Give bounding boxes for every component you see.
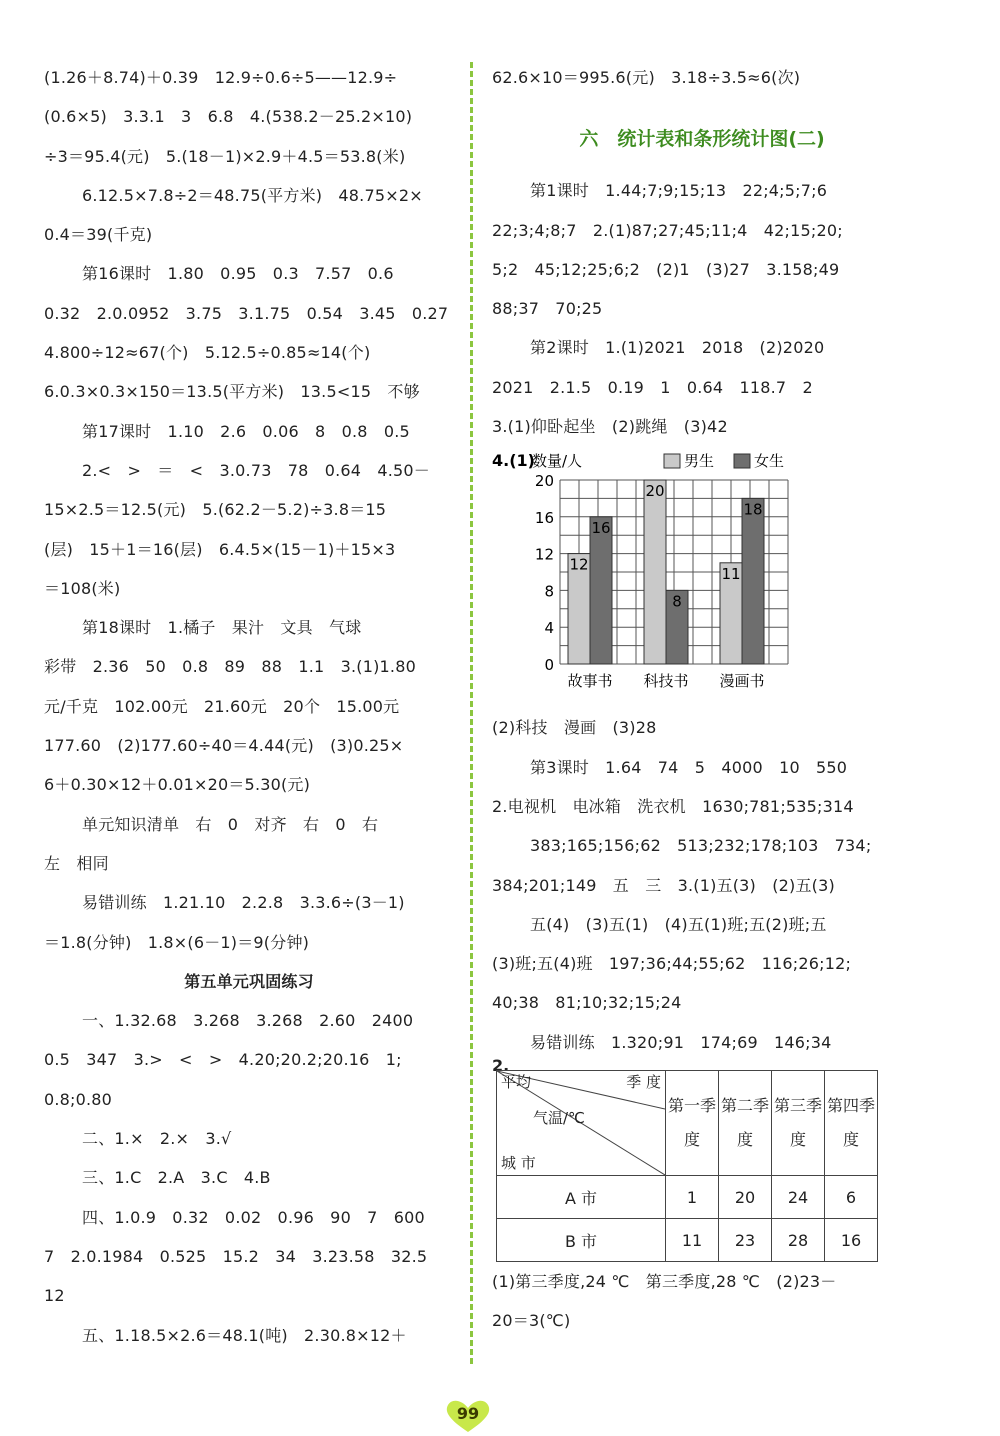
- answer-block-b: [492, 708, 912, 1062]
- answer-line: 6.0.3×0.3×150＝13.5(平方米) 13.5<15 不够: [44, 382, 420, 402]
- answer-line: 三、1.C 2.A 3.C 4.B: [82, 1168, 271, 1188]
- bar: [742, 499, 764, 665]
- table-prefix: 2.: [492, 1056, 510, 1076]
- answer-line: 第1课时 1.44;7;9;15;13 22;4;5;7;6: [530, 181, 828, 201]
- bar: [590, 517, 612, 664]
- answer-line: 元/千克 102.00元 21.60元 20个 15.00元: [44, 696, 400, 716]
- data-label: 8: [672, 592, 682, 611]
- answer-line: (0.6×5) 3.3.1 3 6.8 4.(538.2－25.2×10): [44, 107, 413, 127]
- answer-line: 第2课时 1.(1)2021 2018 (2)2020: [530, 338, 825, 358]
- answer-line: 40;38 81;10;32;15;24: [492, 993, 682, 1013]
- answer-line: 4.800÷12≈67(个) 5.12.5÷0.85≈14(个): [44, 343, 371, 363]
- answer-line: 3.(1)仰卧起坐 (2)跳绳 (3)42: [492, 417, 728, 437]
- table-row-header: A 市: [497, 1176, 666, 1219]
- answer-line: (1.26＋8.74)＋0.39 12.9÷0.6÷5——12.9÷: [44, 68, 398, 87]
- data-label: 11: [721, 565, 741, 584]
- corner-label: 平均: [501, 1073, 532, 1092]
- corner-label: 城 市: [501, 1154, 536, 1173]
- answer-line: 177.60 (2)177.60÷40＝4.44(元) (3)0.25×: [44, 736, 404, 756]
- answer-line: ＝108(米): [44, 578, 121, 598]
- answer-line: 22;3;4;8;7 2.(1)87;27;45;11;4 42;15;20;: [492, 220, 843, 240]
- table-cell: 1: [666, 1176, 719, 1219]
- table-cell: 24: [772, 1176, 825, 1219]
- answer-line: 0.32 2.0.0952 3.75 3.1.75 0.54 3.45 0.27: [44, 303, 449, 323]
- legend-label-1: 男生: [684, 452, 715, 471]
- section-title: 六 统计表和条形统计图(二): [579, 128, 825, 151]
- answer-line: (1)第三季度,24 ℃ 第三季度,28 ℃ (2)23－: [492, 1272, 837, 1292]
- answer-line: 384;201;149 五 三 3.(1)五(3) (2)五(3): [492, 875, 835, 895]
- answer-line: 5;2 45;12;25;6;2 (2)1 (3)27 3.158;49: [492, 259, 840, 279]
- y-tick-label: 12: [534, 545, 554, 564]
- answer-line: 五、1.18.5×2.6＝48.1(吨) 2.30.8×12＋: [82, 1325, 407, 1345]
- table-header-cell: 第四季度: [825, 1071, 878, 1176]
- table-header-cell: 第一季度: [666, 1071, 719, 1176]
- answer-line: 二、1.× 2.× 3.√: [82, 1129, 232, 1149]
- y-tick-label: 0: [544, 656, 554, 675]
- answer-line: 0.8;0.80: [44, 1089, 113, 1109]
- answer-line: 0.4＝39(千克): [44, 225, 153, 245]
- left-column: [44, 58, 454, 1355]
- data-label: 20: [645, 482, 665, 501]
- answer-line: 一、1.32.68 3.268 3.268 2.60 2400: [82, 1011, 414, 1031]
- corner-label: 气温/℃: [533, 1109, 585, 1128]
- answer-line: 62.6×10＝995.6(元) 3.18÷3.5≈6(次): [492, 68, 801, 87]
- table-cell: 20: [719, 1176, 772, 1219]
- table-cell: 23: [719, 1219, 772, 1262]
- table-header-cell: 第三季度: [772, 1071, 825, 1176]
- answer-line: 四、1.0.9 0.32 0.02 0.96 90 7 600: [82, 1207, 425, 1227]
- table-cell: 6: [825, 1176, 878, 1219]
- table-header-cell: 第二季度: [719, 1071, 772, 1176]
- x-tick-label: 故事书: [567, 672, 613, 691]
- answer-line: 左 相同: [44, 853, 109, 873]
- answer-line: 第16课时 1.80 0.95 0.3 7.57 0.6: [82, 264, 394, 284]
- table-row-header: B 市: [497, 1219, 666, 1262]
- answer-line: 五(4) (3)五(1) (4)五(1)班;五(2)班;五: [530, 914, 827, 934]
- answer-line: 2021 2.1.5 0.19 1 0.64 118.7 2: [492, 377, 813, 397]
- answer-line: 单元知识清单 右 0 对齐 右 0 右: [82, 814, 379, 834]
- column-divider: [470, 62, 473, 1364]
- y-tick-label: 4: [544, 619, 554, 638]
- answer-line: 6＋0.30×12＋0.01×20＝5.30(元): [44, 775, 311, 795]
- answer-line: ＝1.8(分钟) 1.8×(6－1)＝9(分钟): [44, 932, 310, 952]
- answer-line: 第五单元巩固练习: [184, 971, 314, 991]
- x-tick-label: 漫画书: [719, 672, 765, 691]
- y-tick-label: 8: [544, 582, 554, 601]
- legend-swatch-2: [734, 454, 750, 468]
- answer-line: 20＝3(℃): [492, 1311, 571, 1331]
- table-cell: 11: [666, 1219, 719, 1262]
- answer-line: 0.5 347 3.> < > 4.20;20.2;20.16 1;: [44, 1050, 402, 1070]
- answer-line: 第3课时 1.64 74 5 4000 10 550: [530, 757, 848, 777]
- answer-line: 383;165;156;62 513;232;178;103 734;: [530, 836, 872, 856]
- table-cell: 28: [772, 1219, 825, 1262]
- answer-line: 第18课时 1.橘子 果汁 文具 气球: [82, 618, 362, 638]
- answer-line: 6.12.5×7.8÷2＝48.75(平方米) 48.75×2×: [82, 185, 423, 205]
- data-label: 18: [743, 500, 763, 519]
- answer-block-c: [492, 1262, 912, 1341]
- answer-line: 2.电视机 电冰箱 洗衣机 1630;781;535;314: [492, 796, 854, 816]
- table-corner-cell: [497, 1071, 666, 1176]
- answer-line: 彩带 2.36 50 0.8 89 88 1.1 3.(1)1.80: [44, 657, 416, 677]
- answer-line: (层) 15＋1＝16(层) 6.4.5×(15－1)＋15×3: [44, 539, 396, 559]
- answer-line: 15×2.5＝12.5(元) 5.(62.2－5.2)÷3.8＝15: [44, 500, 387, 520]
- bar: [644, 480, 666, 664]
- answer-line: ÷3＝95.4(元) 5.(18－1)×2.9＋4.5＝53.8(米): [44, 146, 406, 166]
- answer-line: (3)班;五(4)班 197;36;44;55;62 116;26;12;: [492, 954, 852, 974]
- answer-line: 88;37 70;25: [492, 299, 603, 319]
- answer-block-a: [492, 171, 912, 446]
- answer-line: 2.< > ＝ < 3.0.73 78 0.64 4.50－: [82, 460, 430, 480]
- table-cell: 16: [825, 1219, 878, 1262]
- answer-line: 第17课时 1.10 2.6 0.06 8 0.8 0.5: [82, 421, 410, 441]
- answer-line: 易错训练 1.21.10 2.2.8 3.3.6÷(3－1): [82, 893, 405, 913]
- page-number: [442, 1398, 494, 1434]
- data-label: 16: [591, 519, 611, 538]
- temperature-table-wrap: [492, 1056, 912, 1258]
- answer-line: 易错训练 1.320;91 174;69 146;34: [530, 1032, 832, 1052]
- y-tick-label: 20: [534, 472, 554, 491]
- bar-chart: [492, 452, 912, 704]
- right-column: [492, 58, 912, 1341]
- temperature-table: [496, 1070, 878, 1262]
- y-tick-label: 16: [534, 509, 554, 528]
- corner-label: 季 度: [626, 1073, 661, 1092]
- bar-chart-svg: [492, 452, 912, 704]
- answer-line: 7 2.0.1984 0.525 15.2 34 3.23.58 32.5: [44, 1246, 428, 1266]
- data-label: 12: [569, 555, 589, 574]
- legend-swatch-1: [664, 454, 680, 468]
- page-number-text: 99: [456, 1404, 480, 1423]
- x-tick-label: 科技书: [643, 672, 689, 691]
- chart-ylabel: 数量/人: [532, 452, 583, 471]
- legend-label-2: 女生: [754, 452, 785, 471]
- answer-line: (2)科技 漫画 (3)28: [492, 718, 657, 738]
- chart-prefix: 4.(1): [492, 452, 535, 471]
- answer-line: 12: [44, 1286, 65, 1306]
